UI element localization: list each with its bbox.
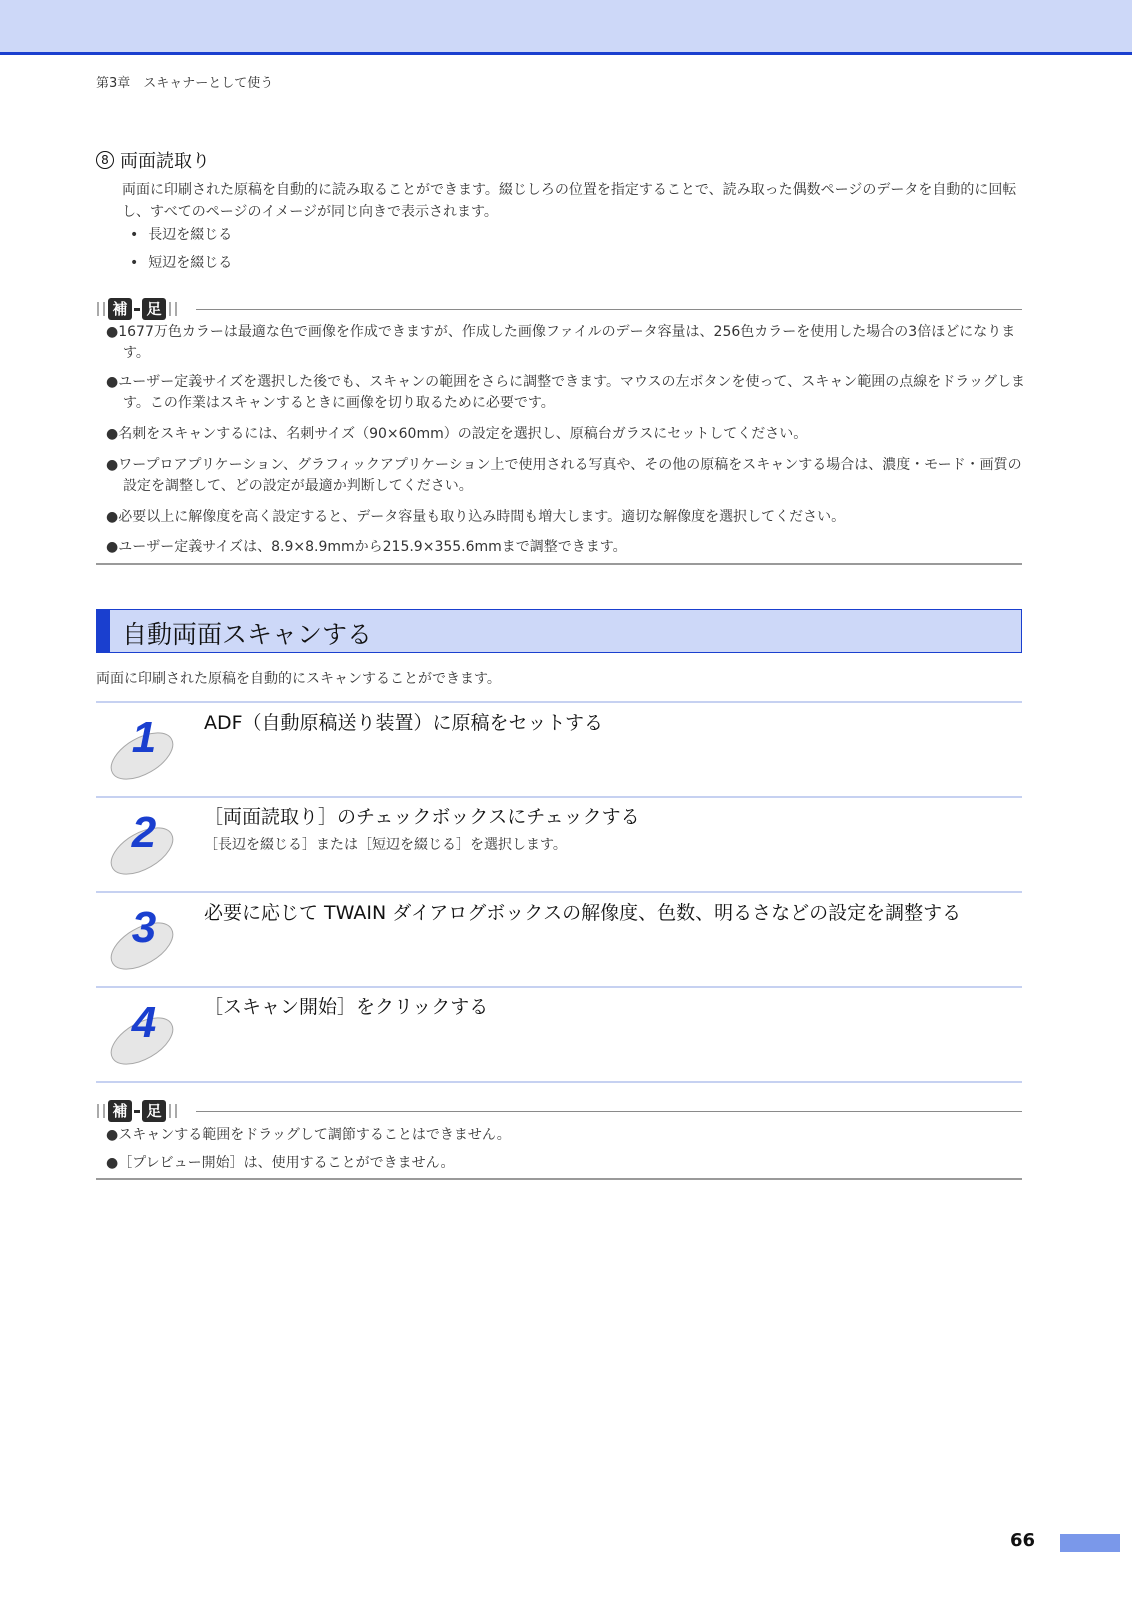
note-item: ●名刺をスキャンするには、名刺サイズ（90×60mm）の設定を選択し、原稿台ガラスにセットしてください。: [106, 426, 808, 442]
note-badge-char: 補: [108, 298, 132, 320]
divider: [196, 1111, 1022, 1112]
step-number: 1: [131, 713, 157, 762]
duplex-heading: [96, 147, 210, 173]
divider: [96, 1081, 1022, 1083]
step-number-icon: [110, 898, 180, 973]
step-number-icon: [110, 708, 180, 783]
note-item: ●必要以上に解像度を高く設定すると、データ容量も取り込み時間も増大します。適切な解像度を選択してください。: [106, 509, 846, 525]
section-title: 自動両面スキャンする: [122, 620, 373, 649]
note-item: ●ワープロアプリケーション、グラフィックアプリケーション上で使用される写真や、その他の原稿をスキャンする場合は、濃度・モード・画質の設定を調整して、どの設定が最適か判断してください。: [106, 457, 1022, 494]
number-circle: 8: [96, 151, 114, 169]
divider: [96, 563, 1022, 565]
step-title: ［両面読取り］のチェックボックスにチェックする: [204, 806, 640, 828]
note-heading: [96, 297, 1022, 323]
divider: [96, 1178, 1022, 1180]
note-badge-char: 足: [142, 298, 166, 320]
duplex-title: 両面読取り: [120, 151, 210, 172]
divider: [96, 701, 1022, 703]
step-title: ADF（自動原稿送り装置）に原稿をセットする: [204, 712, 603, 734]
header-band: [0, 0, 1132, 55]
step-title: ［スキャン開始］をクリックする: [204, 996, 489, 1018]
section-title-bar: [96, 609, 1022, 653]
page-number: 66: [1010, 1530, 1036, 1551]
step-number: 4: [131, 998, 157, 1047]
divider: [196, 309, 1022, 310]
step-number: 2: [131, 808, 157, 857]
section-intro: 両面に印刷された原稿を自動的にスキャンすることができます。: [96, 671, 501, 687]
note-badge-char: 補: [108, 1100, 132, 1122]
duplex-description: 両面に印刷された原稿を自動的に読み取ることができます。綴じしろの位置を指定することで、読み取った偶数ページのデータを自動的に回転し、すべてのページのイメージが同じ向きで表示されます。: [122, 182, 1017, 220]
note-badge-char: 足: [142, 1100, 166, 1122]
divider: [96, 986, 1022, 988]
note-item: ●［プレビュー開始］は、使用することができません。: [106, 1155, 455, 1171]
step-number-icon: [110, 803, 180, 878]
note-badge: [96, 1099, 178, 1123]
page-tab: [1060, 1534, 1120, 1552]
divider: [96, 796, 1022, 798]
note-item: ●スキャンする範囲をドラッグして調節することはできません。: [106, 1127, 511, 1143]
step-subtext: ［長辺を綴じる］または［短辺を綴じる］を選択します。: [204, 837, 567, 853]
divider: [96, 891, 1022, 893]
step-number-icon: [110, 993, 180, 1068]
list-item: • 長辺を綴じる: [130, 227, 233, 243]
note-item: ●ユーザー定義サイズを選択した後でも、スキャンの範囲をさらに調整できます。マウスの左ボタンを使って、スキャン範囲の点線をドラッグします。この作業はスキャンするときに画像を切り取るために必要です。: [106, 374, 1025, 411]
step-title: 必要に応じて TWAIN ダイアログボックスの解像度、色数、明るさなどの設定を調整する: [204, 902, 962, 924]
note-item: ●1677万色カラーは最適な色で画像を作成できますが、作成した画像ファイルのデータ容量は、256色カラーを使用した場合の3倍ほどになります。: [106, 324, 1016, 361]
note-item: ●ユーザー定義サイズは、8.9×8.9mmから215.9×355.6mmまで調整できます。: [106, 539, 627, 555]
note-badge: [96, 297, 178, 321]
note-heading: [96, 1099, 1022, 1125]
step-number: 3: [131, 903, 157, 952]
list-item: • 短辺を綴じる: [130, 255, 233, 271]
chapter-title: 第3章 スキャナーとして使う: [96, 76, 274, 91]
